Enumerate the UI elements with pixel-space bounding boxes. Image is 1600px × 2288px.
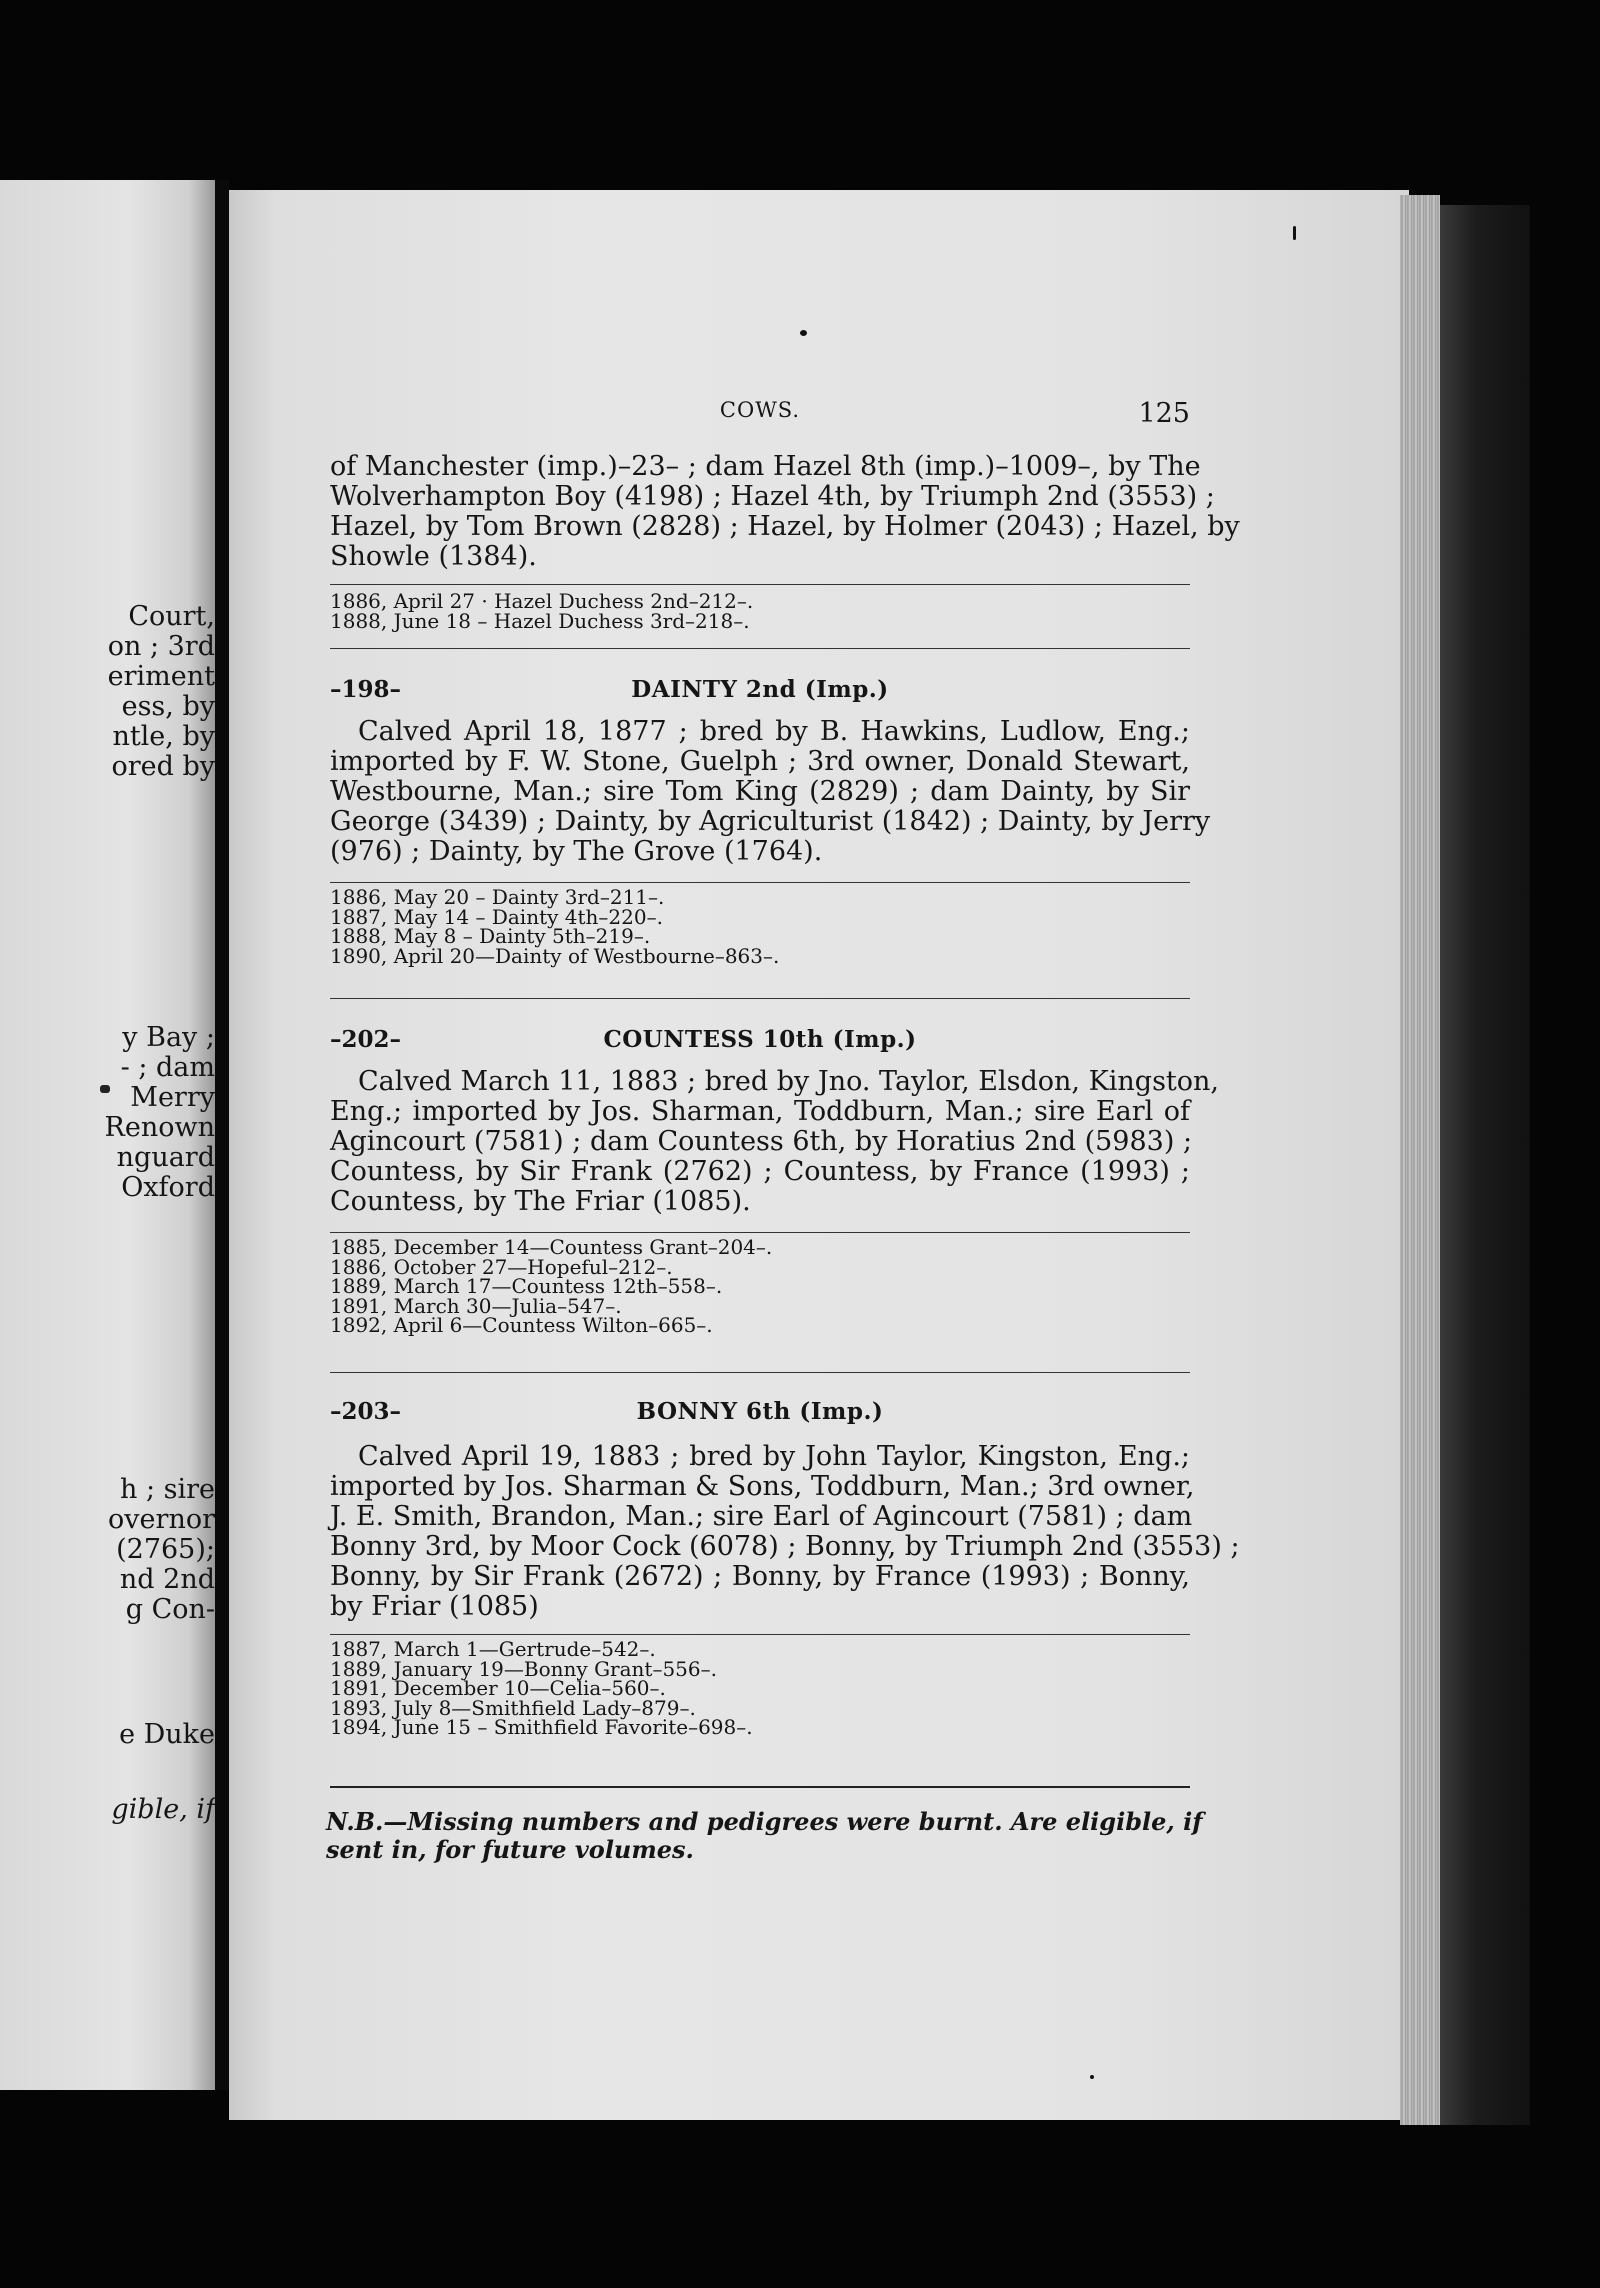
text-line: J. E. Smith, Brandon, Man.; sire Earl of Agincourt (7581) ; dam: [330, 1501, 1193, 1532]
entry-name: COUNTESS 10th (Imp.): [603, 1026, 917, 1053]
text-line: Calved April 19, 1883 ; bred by John Taylor, Kingston, Eng.;: [358, 1441, 1190, 1472]
left-page-line: nguard: [116, 1142, 215, 1173]
left-page-line: h ; sire: [119, 1474, 215, 1505]
paper-speck: [1293, 226, 1296, 240]
left-page-line: ess, by: [121, 691, 215, 722]
text-line: Bonny 3rd, by Moor Cock (6078) ; Bonny, by Triumph 2nd (3553) ;: [330, 1531, 1240, 1562]
book-gutter: [215, 180, 229, 2090]
left-page-line: Court,: [128, 601, 215, 632]
progeny-list: [330, 1235, 1190, 1337]
left-page-line: g Con-: [125, 1594, 215, 1625]
progeny-item: 1891, March 30—Julia–547–.: [330, 1293, 622, 1318]
left-page-line: nd 2nd: [119, 1564, 215, 1595]
left-page-line: y Bay ;: [122, 1022, 215, 1053]
text-line: Calved April 18, 1877 ; bred by B. Hawkins, Ludlow, Eng.;: [358, 716, 1190, 747]
entry-name: BONNY 6th (Imp.): [636, 1398, 884, 1425]
progeny-item: 1888, May 8 – Dainty 5th–219–.: [330, 924, 651, 948]
left-page-line: gible, if: [111, 1794, 215, 1825]
progeny-item: 1887, March 1—Gertrude–542–.: [330, 1637, 656, 1661]
divider-rule: [330, 648, 1190, 649]
left-page-line: on ; 3rd: [107, 631, 215, 662]
divider-rule: [330, 1786, 1190, 1788]
divider-rule: [330, 882, 1190, 883]
entry-name: DAINTY 2nd (Imp.): [631, 676, 889, 703]
divider-rule: [330, 584, 1190, 585]
text-line: Wolverhampton Boy (4198) ; Hazel 4th, by Triumph 2nd (3553) ;: [330, 481, 1215, 512]
progeny-item: 1887, May 14 – Dainty 4th–220–.: [330, 904, 663, 929]
progeny-list: [330, 1637, 1190, 1739]
text-line: (976) ; Dainty, by The Grove (1764).: [330, 836, 823, 867]
page-edges: [1400, 195, 1440, 2125]
divider-rule: [330, 998, 1190, 999]
progeny-item: 1885, December 14—Countess Grant–204–.: [330, 1235, 773, 1259]
progeny-item: 1889, January 19—Bonny Grant–556–.: [330, 1656, 717, 1681]
entry-number: –198–: [330, 676, 402, 703]
progeny-list: [330, 589, 1190, 633]
intro-paragraph: [330, 451, 1240, 572]
progeny-item: 1889, March 17—Countess 12th–558–.: [330, 1274, 723, 1298]
progeny-item: 1886, May 20 – Dainty 3rd–211–.: [330, 885, 665, 909]
footnote-line: N.B.—Missing numbers and pedigrees were burnt. Are eligible, if: [326, 1807, 1203, 1836]
left-page-line: ntle, by: [112, 721, 215, 752]
left-page-line: (2765);: [116, 1534, 215, 1565]
left-page-line: overnor: [108, 1504, 215, 1535]
progeny-item: 1892, April 6—Countess Wilton–665–.: [330, 1313, 713, 1337]
left-page-line: Merry: [130, 1082, 215, 1113]
left-page-line: Oxford: [121, 1172, 215, 1203]
progeny-item: 1886, April 27 · Hazel Duchess 2nd–212–.: [330, 589, 754, 613]
entry-number: –202–: [330, 1026, 402, 1053]
progeny-item: 1888, June 18 – Hazel Duchess 3rd–218–.: [330, 608, 750, 633]
divider-rule: [330, 1372, 1190, 1373]
text-line: Showle (1384).: [330, 541, 537, 572]
left-page-line: - ; dam: [120, 1052, 215, 1083]
divider-rule: [330, 1232, 1190, 1233]
text-line: Agincourt (7581) ; dam Countess 6th, by Horatius 2nd (5983) ;: [330, 1126, 1193, 1157]
progeny-item: 1891, December 10—Celia–560–.: [330, 1676, 666, 1700]
text-line: Countess, by The Friar (1085).: [330, 1186, 751, 1217]
left-page-line: e Duke: [119, 1719, 215, 1750]
text-line: Countess, by Sir Frank (2762) ; Countess, by France (1993) ;: [330, 1156, 1190, 1187]
progeny-item: 1893, July 8—Smithfield Lady–879–.: [330, 1695, 696, 1720]
entry-paragraph: [330, 716, 1211, 867]
page-number: 125: [1138, 398, 1190, 429]
progeny-item: 1894, June 15 – Smithfield Favorite–698–.: [330, 1715, 753, 1739]
footnote-line: sent in, for future volumes.: [326, 1835, 694, 1864]
progeny-item: 1886, October 27—Hopeful–212–.: [330, 1254, 673, 1279]
left-page: [0, 180, 215, 2090]
text-line: by Friar (1085): [330, 1591, 539, 1622]
progeny-item: 1890, April 20—Dainty of Westbourne–863–.: [330, 943, 780, 968]
entry-number: –203–: [330, 1398, 402, 1425]
text-line: of Manchester (imp.)–23– ; dam Hazel 8th (imp.)–1009–, by The: [330, 451, 1201, 482]
text-line: Calved March 11, 1883 ; bred by Jno. Taylor, Elsdon, Kingston,: [358, 1066, 1220, 1097]
left-page-line: Renown: [104, 1112, 215, 1143]
text-line: Bonny, by Sir Frank (2672) ; Bonny, by France (1993) ; Bonny,: [330, 1561, 1190, 1592]
entry-heading: [330, 1398, 1190, 1430]
paper-speck: [800, 330, 807, 336]
text-line: George (3439) ; Dainty, by Agriculturist (1842) ; Dainty, by Jerry: [330, 806, 1211, 837]
entry-paragraph: [330, 1441, 1240, 1622]
text-line: Hazel, by Tom Brown (2828) ; Hazel, by Holmer (2043) ; Hazel, by: [330, 511, 1240, 542]
footnote: [326, 1807, 1203, 1864]
running-head: [330, 398, 1190, 428]
progeny-list: [330, 885, 1190, 968]
text-line: Eng.; imported by Jos. Sharman, Toddburn, Man.; sire Earl of: [330, 1096, 1190, 1127]
paper-speck: [1090, 2075, 1094, 2079]
text-line: imported by F. W. Stone, Guelph ; 3rd owner, Donald Stewart,: [330, 746, 1190, 777]
book-cover: [1440, 205, 1530, 2125]
text-line: Westbourne, Man.; sire Tom King (2829) ; dam Dainty, by Sir: [330, 776, 1190, 807]
divider-rule: [330, 1634, 1190, 1635]
entry-paragraph: [330, 1066, 1220, 1217]
left-page-line: ored by: [111, 751, 215, 782]
left-page-line: eriment: [107, 661, 215, 692]
entry-heading: [330, 676, 1190, 708]
running-head-title: COWS.: [719, 398, 801, 422]
text-line: imported by Jos. Sharman & Sons, Toddburn, Man.; 3rd owner,: [330, 1471, 1195, 1502]
ink-mark: [100, 1085, 110, 1093]
entry-heading: [330, 1026, 1190, 1058]
